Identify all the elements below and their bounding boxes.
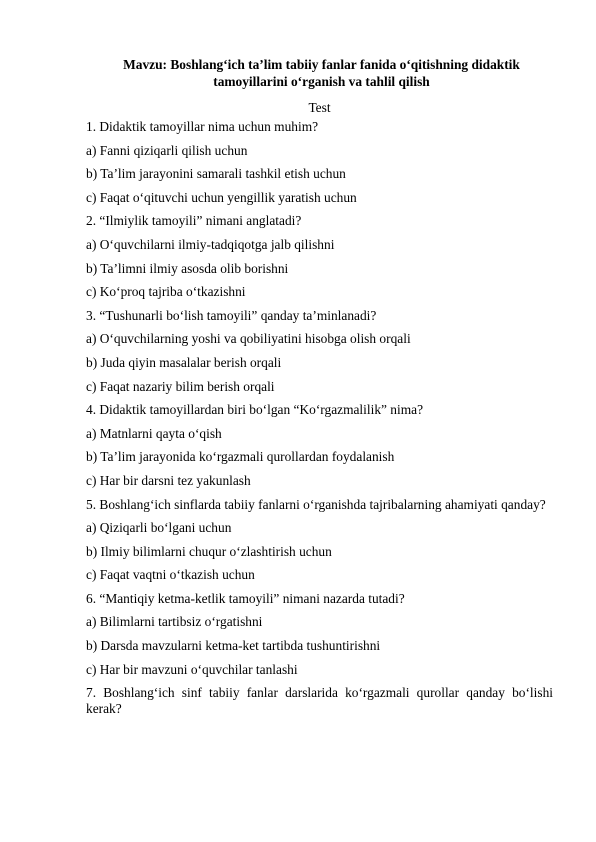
answer-4c: c) Har bir darsni tez yakunlash: [86, 472, 251, 488]
question-2: 2. “Ilmiylik tamoyili” nimani anglatadi?: [86, 213, 302, 229]
question-7: 7. Boshlang‘ich sinf tabiiy fanlar darslarida ko‘rgazmali qurollar qanday bo‘lishi kerak?: [86, 685, 553, 717]
document-title: Mavzu: Boshlang‘ich ta’lim tabiiy fanlar fanida o‘qitishning didaktik tamoyillarini o‘rganish va tahlil qilish: [123, 57, 520, 89]
answer-5c: c) Faqat vaqtni o‘tkazish uchun: [86, 567, 255, 583]
answer-3b: b) Juda qiyin masalalar berish orqali: [86, 354, 282, 370]
answer-1a: a) Fanni qiziqarli qilish uchun: [86, 142, 248, 158]
question-4: 4. Didaktik tamoyillardan biri bo‘lgan “Ko‘rgazmalilik” nima?: [86, 402, 424, 418]
answer-2a: a) O‘quvchilarni ilmiy-tadqiqotga jalb qilishni: [86, 236, 335, 252]
answer-4a: a) Matnlarni qayta o‘qish: [86, 425, 222, 441]
answer-5a: a) Qiziqarli bo‘lgani uchun: [86, 520, 232, 536]
answer-6c: c) Har bir mavzuni o‘quvchilar tanlashi: [86, 661, 298, 677]
answer-5b: b) Ilmiy bilimlarni chuqur o‘zlashtirish uchun: [86, 543, 332, 559]
answer-3a: a) O‘quvchilarning yoshi va qobiliyatini hisobga olish orqali: [86, 331, 411, 347]
document-subtitle: Test: [308, 100, 331, 115]
answer-1c: c) Faqat o‘qituvchi uchun yengillik yaratish uchun: [86, 189, 357, 205]
answer-2b: b) Ta’limni ilmiy asosda olib borishni: [86, 260, 289, 276]
answer-6a: a) Bilimlarni tartibsiz o‘rgatishni: [86, 614, 263, 630]
answer-3c: c) Faqat nazariy bilim berish orqali: [86, 378, 275, 394]
answer-2c: c) Ko‘proq tajriba o‘tkazishni: [86, 284, 246, 300]
question-1: 1. Didaktik tamoyillar nima uchun muhim?: [86, 119, 319, 134]
answer-4b: b) Ta’lim jarayonida ko‘rgazmali qurollardan foydalanish: [86, 449, 395, 465]
answer-1b: b) Ta’lim jarayonini samarali tashkil etish uchun: [86, 166, 346, 182]
question-5: 5. Boshlang‘ich sinflarda tabiiy fanlarni o‘rganishda tajribalarning ahamiyati qanday?: [86, 496, 546, 512]
question-6: 6. “Mantiqiy ketma-ketlik tamoyili” nimani nazarda tutadi?: [86, 590, 405, 606]
question-3: 3. “Tushunarli bo‘lish tamoyili” qanday ta’minlanadi?: [86, 307, 377, 323]
answer-6b: b) Darsda mavzularni ketma-ket tartibda tushuntirishni: [86, 638, 381, 654]
